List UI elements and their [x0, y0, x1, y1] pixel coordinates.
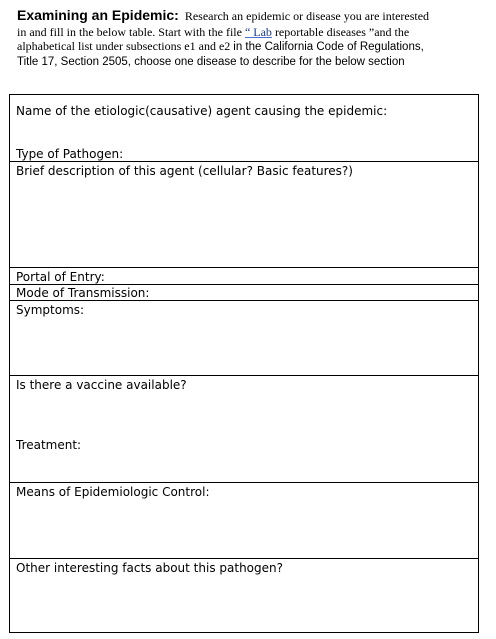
instructions-line-4: [17, 52, 405, 70]
pathogen-type-field[interactable]: Type of Pathogen:: [16, 147, 124, 161]
treatment-field[interactable]: Treatment:: [16, 438, 82, 452]
instructions-text-2b: reportable diseases ”and the: [271, 25, 410, 39]
mode-of-transmission-field[interactable]: Mode of Transmission:: [16, 286, 150, 300]
row-divider: [10, 161, 478, 162]
etiologic-agent-field[interactable]: Name of the etiologic(causative) agent causing the epidemic:: [16, 104, 388, 118]
row-divider: [10, 482, 478, 483]
symptoms-field[interactable]: Symptoms:: [16, 303, 85, 317]
row-divider: [10, 558, 478, 559]
disease-form-table: [9, 94, 479, 633]
interesting-facts-field[interactable]: Other interesting facts about this pathogen?: [16, 561, 283, 575]
page-title: Examining an Epidemic:: [17, 7, 179, 23]
row-divider: [10, 375, 478, 376]
epidemiologic-control-field[interactable]: Means of Epidemiologic Control:: [16, 485, 210, 499]
instructions-text-3a: alphabetical list under subsections e1 and e2: [17, 39, 234, 53]
row-divider: [10, 284, 478, 285]
lab-file-link[interactable]: “ Lab: [244, 25, 272, 39]
instructions-text-4: Title 17, Section 2505, choose one disease to describe for the below section: [17, 56, 405, 68]
vaccine-field[interactable]: Is there a vaccine available?: [16, 378, 187, 392]
instructions-text-1: Research an epidemic or disease you are interested: [184, 9, 430, 23]
row-divider: [10, 300, 478, 301]
description-field[interactable]: Brief description of this agent (cellular? Basic features?): [16, 164, 353, 178]
portal-of-entry-field[interactable]: Portal of Entry:: [16, 270, 105, 284]
row-divider: [10, 267, 478, 268]
instructions-text-3b: in the California Code of Regulations,: [233, 41, 424, 53]
instructions-text-2a: in and fill in the below table. Start with the file: [17, 25, 245, 39]
